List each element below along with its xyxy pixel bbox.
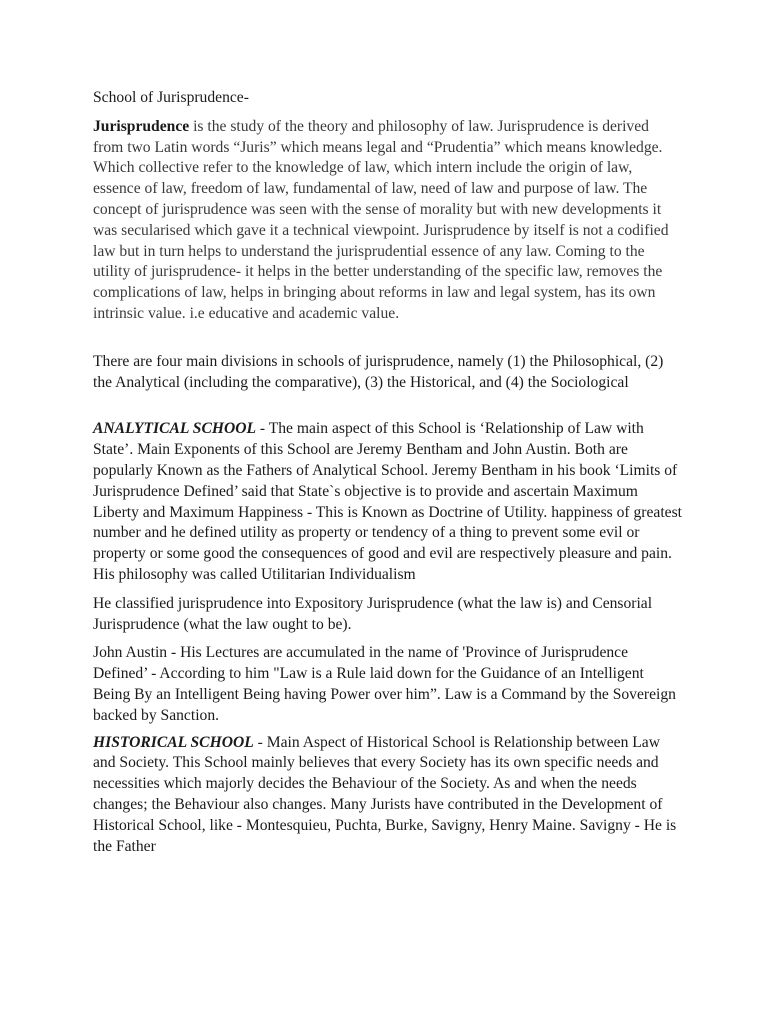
intro-paragraph: [93, 117, 683, 325]
historical-school-text: - Main Aspect of Historical School is Relationship between Law and Society. This School mainly believes that every Society has its own specific needs and necessities which majorly decides the Behaviour of the Society. As and when the needs changes; the Behaviour also changes. Many Jurists have contributed in the Development of Historical School, like - Montesquieu, Puchta, Burke, Savigny, Henry Maine. Savigny - He is the Father: [93, 733, 677, 855]
historical-school-label: HISTORICAL SCHOOL: [93, 733, 254, 751]
analytical-school-text: - The main aspect of this School is ‘Relationship of Law with State’. Main Exponents of this School are Jeremy Bentham and John Austin. Both are popularly Known as the Fathers of Analytical School. Jeremy Bentham in his book ‘Limits of Jurisprudence Defined’ said that State`s objective is to provide and ascertain Maximum Liberty and Maximum Happiness - This is Known as Doctrine of Utility. happiness of greatest number and he defined utility as property or tendency of a thing to prevent some evil or property or some good the consequences of good and evil are respectively pleasure and pain. His philosophy was called Utilitarian Individualism: [93, 420, 682, 583]
analytical-school-label: ANALYTICAL SCHOOL: [93, 420, 257, 438]
intro-lead-term: Jurisprudence: [93, 117, 190, 135]
historical-school-paragraph: [93, 733, 683, 858]
intro-text: is the study of the theory and philosophy of law. Jurisprudence is derived from two Latin words “Juris” which means legal and “Prudentia” which means knowledge. Which collective refer to the knowledge of law, which intern include the origin of law, essence of law, freedom of law, fundamental of law, need of law and purpose of law. The concept of jurisprudence was seen with the sense of morality but with new developments it was secularised which gave it a technical viewpoint. Jurisprudence by itself is not a codified law but in turn helps to understand the jurisprudential essence of any law. Coming to the utility of jurisprudence- it helps in the better understanding of the specific law, removes the complications of law, helps in bringing about reforms in law and legal system, has its own intrinsic value. i.e educative and academic value.: [93, 117, 669, 322]
document-heading: School of Jurisprudence-: [93, 89, 249, 106]
classification-paragraph: He classified jurisprudence into Expository Jurisprudence (what the law is) and Censorial Jurisprudence (what the law ought to be).: [93, 594, 653, 633]
analytical-school-paragraph: [93, 419, 683, 585]
john-austin-paragraph: John Austin - His Lectures are accumulated in the name of 'Province of Jurisprudence Defined’ - According to him "Law is a Rule laid down for the Guidance of an Intelligent Being By an Intelligent Being having Power over him”. Law is a Command by the Sovereign backed by Sanction.: [93, 644, 676, 724]
document-body: [93, 88, 683, 857]
divisions-paragraph: There are four main divisions in schools of jurisprudence, namely (1) the Philosophical, (2) the Analytical (including the comparative), (3) the Historical, and (4) the Sociological: [93, 352, 664, 391]
